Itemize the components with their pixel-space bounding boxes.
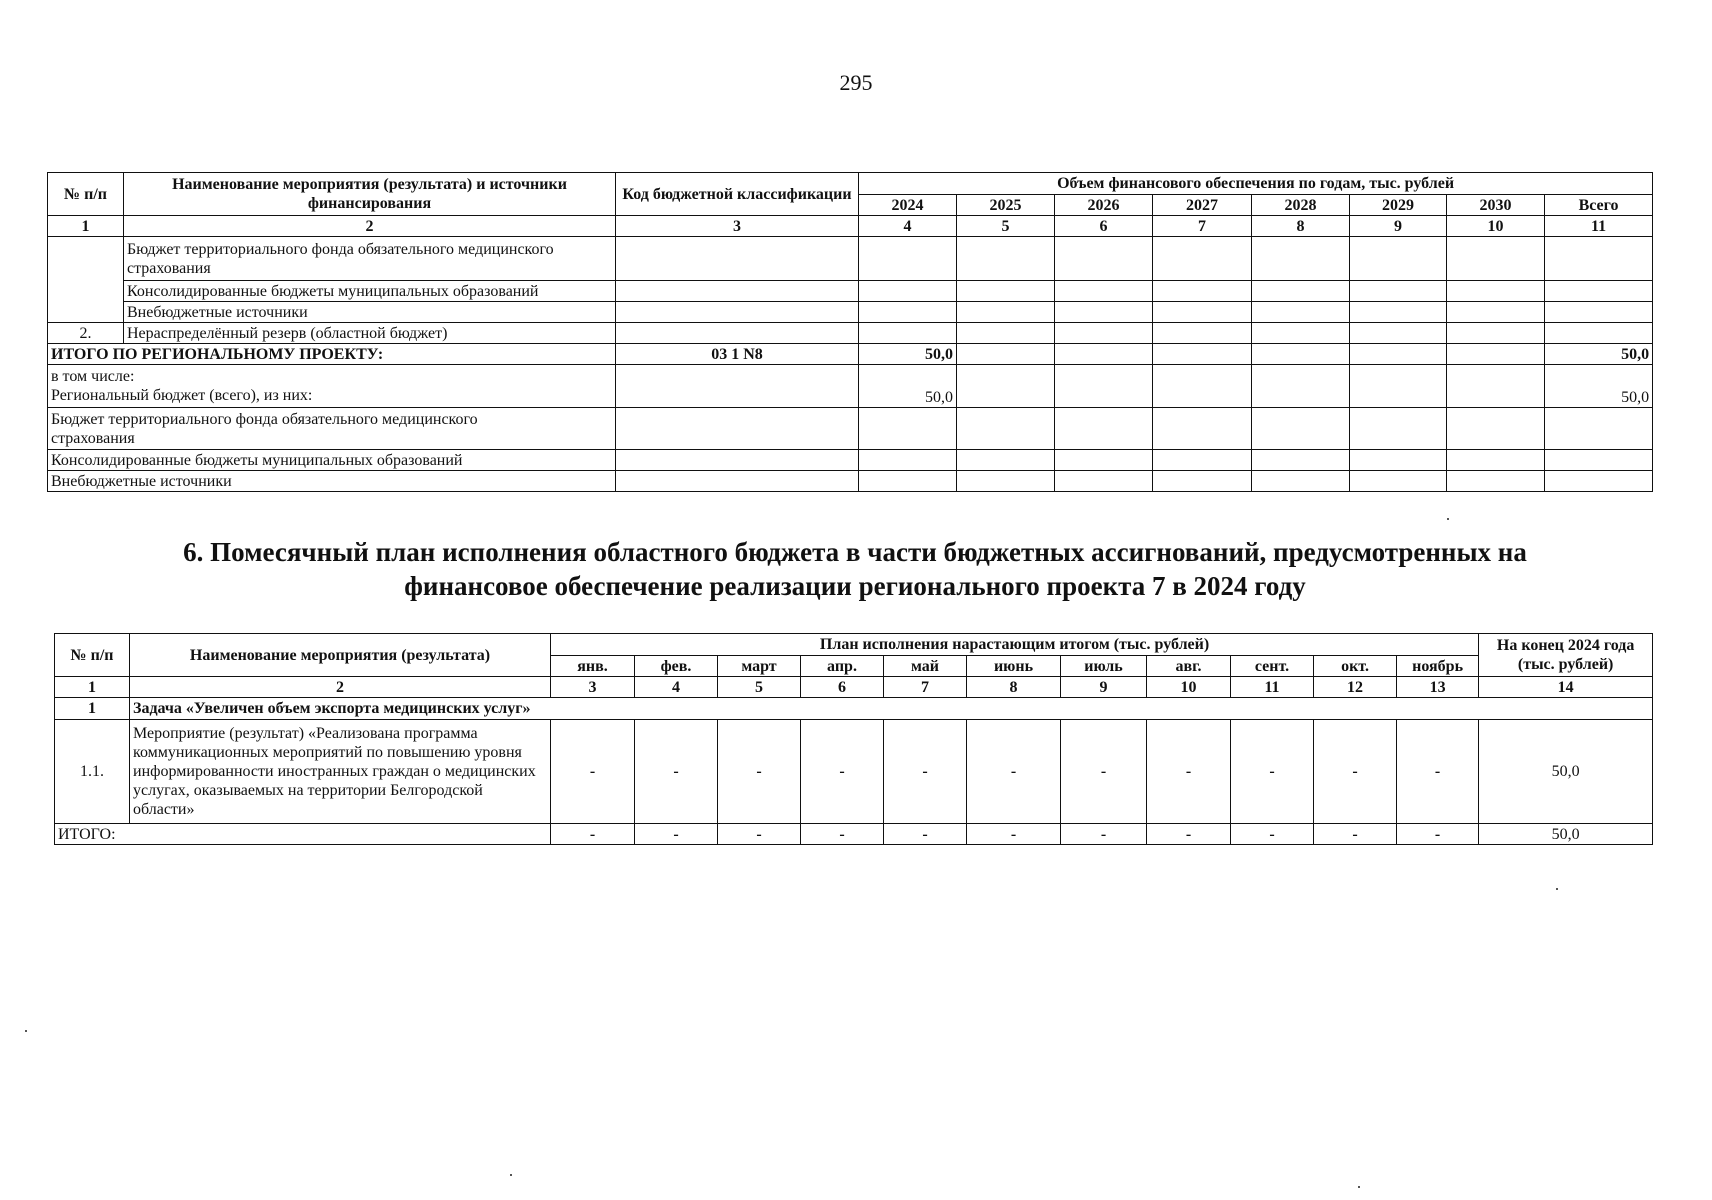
subrow-value [1350,365,1447,408]
total-year-end-value: 50,0 [1479,824,1653,845]
financing-table [47,172,1653,492]
scan-speck [25,1030,27,1032]
total-month-value: - [1231,824,1314,845]
column-number: 5 [718,677,801,698]
total-month-value: - [1061,824,1147,845]
table-row [48,302,1653,323]
subrow-value [1153,365,1252,408]
header-month: янв. [551,656,635,677]
header-name: Наименование мероприятия (результата) и источники финансирования [124,173,616,216]
header-total: Всего [1545,195,1653,216]
total-month-value: - [884,824,967,845]
subrow-value [957,450,1055,471]
subrow-name-line2: страхования [51,429,135,447]
column-number: 2 [124,216,616,237]
row-value [1153,281,1252,302]
subrow-value [859,471,957,492]
subrow-name-line1: в том числе: [51,368,135,385]
event-month-value: - [1061,720,1147,824]
empty-cell [616,408,859,450]
row-value [1447,281,1545,302]
row-value [1153,237,1252,281]
table-row [48,365,1653,408]
subrow-value [957,365,1055,408]
row-value [1055,323,1153,344]
header-year-end-line1: На конец 2024 года [1496,637,1635,654]
event-month-value: - [551,720,635,824]
row-value [1350,237,1447,281]
subrow-value: 50,0 [859,365,957,408]
subrow-value [1055,471,1153,492]
row-value [957,237,1055,281]
column-number-row [55,677,1653,698]
table-row [48,323,1653,344]
event-month-value: - [1397,720,1479,824]
column-number: 3 [551,677,635,698]
header-month: апр. [801,656,884,677]
subrow-value [1545,450,1653,471]
subrow-name-line1: Бюджет территориального фонда обязательного медицинского [51,410,478,428]
table-row [48,471,1653,492]
column-number: 2 [130,677,551,698]
empty-cell [616,450,859,471]
scan-speck [1556,888,1558,890]
total-month-value: - [967,824,1061,845]
total-month-value: - [1397,824,1479,845]
subrow-value [1055,450,1153,471]
row-value [1447,302,1545,323]
row-value [1252,302,1350,323]
total-month-value: - [1314,824,1397,845]
scan-speck [1447,518,1449,520]
scan-speck [510,1174,512,1176]
row-value [957,323,1055,344]
subrow-value [859,450,957,471]
row-name: Нераспределённый резерв (областной бюджет) [124,323,616,344]
table-row [48,281,1653,302]
row-value [859,237,957,281]
monthly-plan-table [54,633,1653,845]
column-number: 9 [1350,216,1447,237]
subrow-value [1153,408,1252,450]
task-label: Задача «Увеличен объем экспорта медицинских услуг» [130,698,1653,720]
row-name: Внебюджетные источники [124,302,616,323]
column-number: 3 [616,216,859,237]
section-heading [60,535,1650,603]
row-value [1153,323,1252,344]
event-month-value: - [1231,720,1314,824]
header-year: 2025 [957,195,1055,216]
row-code [616,281,859,302]
subrow-value [1447,408,1545,450]
total-month-value: - [551,824,635,845]
subrow-value [1252,471,1350,492]
total-month-value: - [801,824,884,845]
total-row [48,344,1653,365]
row-value [1350,323,1447,344]
column-number: 1 [48,216,124,237]
column-number: 14 [1479,677,1653,698]
header-code: Код бюджетной классификации [616,173,859,216]
column-number: 5 [957,216,1055,237]
header-month: окт. [1314,656,1397,677]
header-num: № п/п [55,634,130,677]
event-num: 1.1. [55,720,130,824]
event-month-value: - [801,720,884,824]
total-value [1153,344,1252,365]
row-value [859,281,957,302]
total-month-value: - [635,824,718,845]
table-row [48,237,1653,281]
subrow-value [957,408,1055,450]
header-volume: Объем финансового обеспечения по годам, тыс. рублей [859,173,1653,195]
empty-cell [616,365,859,408]
section-heading-line1: 6. Помесячный план исполнения областного бюджета в части бюджетных ассигнований, предусмотренных на [183,537,1527,567]
subrow-value [1252,408,1350,450]
header-month: авг. [1147,656,1231,677]
row-value [1055,281,1153,302]
header-year: 2024 [859,195,957,216]
column-number: 6 [1055,216,1153,237]
header-num: № п/п [48,173,124,216]
event-month-value: - [1314,720,1397,824]
header-month: март [718,656,801,677]
event-month-value: - [718,720,801,824]
column-number-row [48,216,1653,237]
header-year: 2028 [1252,195,1350,216]
row-code [616,302,859,323]
column-number: 12 [1314,677,1397,698]
column-number: 11 [1231,677,1314,698]
total-value: 50,0 [1545,344,1653,365]
empty-cell [616,471,859,492]
subrow-value [957,471,1055,492]
row-num [48,237,124,323]
header-year: 2030 [1447,195,1545,216]
subrow-value [1447,365,1545,408]
table-row [48,450,1653,471]
total-value [1350,344,1447,365]
header-month: сент. [1231,656,1314,677]
row-value [1055,302,1153,323]
table-row [48,408,1653,450]
event-year-end-value: 50,0 [1479,720,1653,824]
row-value [957,281,1055,302]
budget-code: 03 1 N8 [616,344,859,365]
total-month-value: - [1147,824,1231,845]
total-month-value: - [718,824,801,845]
row-value [1545,237,1653,281]
row-value [957,302,1055,323]
row-value [1252,281,1350,302]
subrow-value: 50,0 [1545,365,1653,408]
column-number: 10 [1147,677,1231,698]
subrow-value [1153,450,1252,471]
subrow-name: Консолидированные бюджеты муниципальных образований [48,450,616,471]
header-year-end [1479,634,1653,677]
column-number: 10 [1447,216,1545,237]
row-code [616,237,859,281]
header-month: июль [1061,656,1147,677]
task-num: 1 [55,698,130,720]
column-number: 8 [967,677,1061,698]
row-value [1350,281,1447,302]
row-value [1545,323,1653,344]
total-row [55,824,1653,845]
column-number: 1 [55,677,130,698]
row-value [1350,302,1447,323]
header-month: ноябрь [1397,656,1479,677]
total-value [1447,344,1545,365]
row-name: Консолидированные бюджеты муниципальных образований [124,281,616,302]
column-number: 9 [1061,677,1147,698]
column-number: 13 [1397,677,1479,698]
subrow-value [1447,450,1545,471]
subrow-value [1545,408,1653,450]
row-name: Бюджет территориального фонда обязательного медицинского страхования [124,237,616,281]
subrow-value [1153,471,1252,492]
subrow-value [1350,471,1447,492]
header-name: Наименование мероприятия (результата) [130,634,551,677]
event-row [55,720,1653,824]
subrow-value [1055,408,1153,450]
column-number: 11 [1545,216,1653,237]
header-year: 2026 [1055,195,1153,216]
subrow-value [1350,450,1447,471]
column-number: 7 [884,677,967,698]
event-month-value: - [635,720,718,824]
column-number: 4 [635,677,718,698]
subrow-name: Внебюджетные источники [48,471,616,492]
total-value [957,344,1055,365]
row-value [1153,302,1252,323]
column-number: 7 [1153,216,1252,237]
row-value [859,323,957,344]
header-year: 2027 [1153,195,1252,216]
header-year: 2029 [1350,195,1447,216]
row-value [1055,237,1153,281]
total-value: 50,0 [859,344,957,365]
event-month-value: - [1147,720,1231,824]
subrow-value [1545,471,1653,492]
row-code [616,323,859,344]
event-month-value: - [967,720,1061,824]
page-number: 295 [839,70,873,95]
task-row [55,698,1653,720]
subrow-name [48,408,616,450]
subrow-value [1055,365,1153,408]
row-value [1447,323,1545,344]
event-month-value: - [884,720,967,824]
row-value [1545,302,1653,323]
column-number: 4 [859,216,957,237]
header-month: июнь [967,656,1061,677]
total-label: ИТОГО: [55,824,551,845]
row-value [1252,323,1350,344]
column-number: 8 [1252,216,1350,237]
subrow-name [48,365,616,408]
header-year-end-line2: (тыс. рублей) [1517,656,1614,673]
row-value [1252,237,1350,281]
subrow-value [1350,408,1447,450]
header-month: май [884,656,967,677]
row-value [1545,281,1653,302]
subrow-value [1447,471,1545,492]
section-heading-line2: финансовое обеспечение реализации регионального проекта 7 в 2024 году [404,571,1306,601]
total-value [1252,344,1350,365]
event-name: Мероприятие (результат) «Реализована программа коммуникационных мероприятий по повышению уровня информированности иностранных граждан о медицинских услугах, оказываемых на территории Белгородской области» [130,720,551,824]
row-num: 2. [48,323,124,344]
row-value [859,302,957,323]
column-number: 6 [801,677,884,698]
header-month: фев. [635,656,718,677]
subrow-value [1252,365,1350,408]
header-plan: План исполнения нарастающим итогом (тыс. рублей) [551,634,1479,656]
subrow-value [859,408,957,450]
subrow-name-line2: Региональный бюджет (всего), из них: [51,387,313,404]
total-label: ИТОГО ПО РЕГИОНАЛЬНОМУ ПРОЕКТУ: [48,344,616,365]
scan-speck [1358,1186,1360,1188]
subrow-value [1252,450,1350,471]
total-value [1055,344,1153,365]
row-value [1447,237,1545,281]
